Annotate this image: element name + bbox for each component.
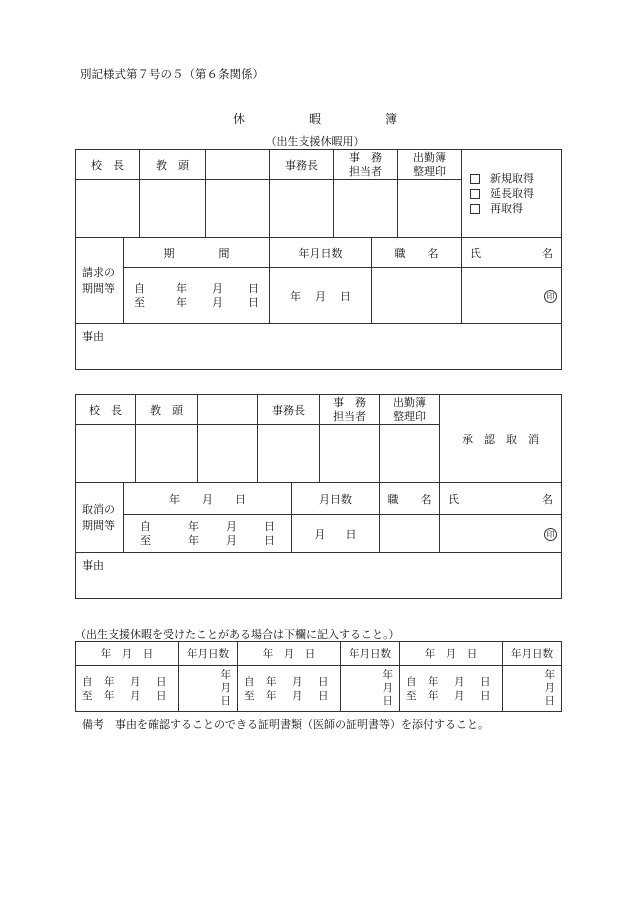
- day-label: 日: [340, 289, 351, 303]
- cancel-header-principal: 校 長: [76, 395, 136, 425]
- month-label: 月: [454, 689, 465, 702]
- cancel-col-name-2: 名: [542, 492, 553, 506]
- header-office-chief: 事務長: [270, 150, 334, 180]
- year-label: 年: [428, 675, 439, 688]
- seal-vice-principal[interactable]: [140, 180, 206, 238]
- header-principal: 校 長: [76, 150, 140, 180]
- year-label: 年: [544, 669, 555, 681]
- col-period-header: 期 間: [124, 238, 270, 268]
- history-days-header-2: 年月日数: [341, 642, 400, 666]
- seal-blank[interactable]: [206, 180, 270, 238]
- history-days-value-3[interactable]: [503, 666, 562, 712]
- year-label: 年: [176, 295, 187, 309]
- option-extend[interactable]: [462, 186, 561, 201]
- seal-mark-icon: 印: [544, 290, 557, 303]
- option-retake-label: 再取得: [490, 202, 523, 215]
- day-label: 日: [156, 675, 167, 688]
- history-date-header-3: 年 月 日: [400, 642, 503, 666]
- reason-label: 事由: [82, 330, 104, 343]
- month-label: 月: [292, 675, 303, 688]
- to-label: 至: [134, 295, 145, 309]
- col-job-header: 職 名: [372, 238, 462, 268]
- month-label: 月: [212, 281, 223, 295]
- month-label: 月: [130, 675, 141, 688]
- subtitle: （出生支援休暇用）: [265, 135, 365, 148]
- cancel-seal-attendance[interactable]: [380, 425, 440, 483]
- day-label: 日: [248, 281, 259, 295]
- cancel-header-vice-principal: 教 頭: [136, 395, 198, 425]
- from-label: 自: [82, 675, 93, 688]
- form-id: 別記様式第７号の５（第６条関係）: [80, 67, 264, 81]
- cancel-job-value[interactable]: [380, 515, 440, 553]
- month-label: 月: [382, 682, 393, 694]
- cancel-name-value[interactable]: [440, 515, 562, 553]
- month-label: 月: [454, 675, 465, 688]
- cancel-header-office-chief: 事務長: [258, 395, 320, 425]
- col-name-2: 名: [542, 246, 553, 260]
- day-label: 日: [382, 695, 393, 707]
- day-label: 日: [318, 689, 329, 702]
- day-label: 日: [480, 675, 491, 688]
- request-form-table: [75, 149, 562, 370]
- cancel-header-attendance-line1: 出勤簿: [393, 395, 426, 409]
- month-label: 月: [315, 289, 326, 303]
- to-label: 至: [140, 533, 151, 547]
- request-reason[interactable]: [76, 324, 562, 370]
- col-name-1: 氏: [470, 246, 481, 260]
- option-new[interactable]: [462, 171, 561, 186]
- title-char-1: 休: [232, 112, 245, 126]
- year-label: 年: [290, 289, 301, 303]
- from-label: 自: [244, 675, 255, 688]
- cancel-seal-office-chief[interactable]: [258, 425, 320, 483]
- request-days-value[interactable]: [270, 268, 372, 324]
- cancel-header-clerk-line1: 事 務: [333, 395, 366, 409]
- day-label: 日: [220, 695, 231, 707]
- seal-office-chief[interactable]: [270, 180, 334, 238]
- cancel-col-days-header: 月日数: [292, 483, 380, 515]
- month-label: 月: [292, 689, 303, 702]
- header-vice-principal: 教 頭: [140, 150, 206, 180]
- checkbox-icon[interactable]: [470, 204, 480, 214]
- cancel-header-clerk-line2: 担当者: [333, 409, 366, 423]
- day-label: 日: [318, 675, 329, 688]
- month-label: 月: [226, 533, 237, 547]
- to-label: 至: [406, 689, 417, 702]
- cancel-col-name-header: [440, 483, 562, 515]
- approval-cancel-label: 承 認 取 消: [440, 395, 562, 483]
- history-date-value-1[interactable]: [76, 666, 179, 712]
- history-table: [75, 641, 562, 712]
- month-label: 月: [226, 519, 237, 533]
- day-label: 日: [480, 689, 491, 702]
- header-attendance-line1: 出勤簿: [413, 150, 446, 164]
- option-extend-label: 延長取得: [490, 187, 534, 200]
- year-label: 年: [176, 281, 187, 295]
- request-period-label-1: 請求の: [82, 265, 115, 279]
- history-days-value-1[interactable]: [179, 666, 238, 712]
- month-label: 月: [544, 682, 555, 694]
- request-period-label-2: 期間等: [82, 281, 115, 295]
- acquisition-type-options: [462, 150, 562, 238]
- year-label: 年: [104, 689, 115, 702]
- cancel-header-attendance-seal: [380, 395, 440, 425]
- year-label: 年: [188, 533, 199, 547]
- seal-clerk[interactable]: [334, 180, 398, 238]
- header-attendance-seal: [398, 150, 462, 180]
- cancel-reason[interactable]: [76, 553, 562, 599]
- cancel-period-label: [76, 483, 124, 553]
- cancel-seal-blank[interactable]: [198, 425, 258, 483]
- request-name-value[interactable]: [462, 268, 562, 324]
- request-period-label: [76, 238, 124, 324]
- cancel-header-attendance-line2: 整理印: [393, 409, 426, 423]
- year-label: 年: [188, 519, 199, 533]
- year-label: 年: [428, 689, 439, 702]
- title-char-2: 暇: [308, 112, 321, 126]
- checkbox-icon[interactable]: [470, 174, 480, 184]
- cancel-header-blank: [198, 395, 258, 425]
- cancel-seal-clerk[interactable]: [320, 425, 380, 483]
- header-blank: [206, 150, 270, 180]
- from-label: 自: [134, 281, 145, 295]
- seal-attendance[interactable]: [398, 180, 462, 238]
- cancel-days-value[interactable]: [292, 515, 380, 553]
- cancel-col-name-1: 氏: [448, 492, 459, 506]
- history-days-header-3: 年月日数: [503, 642, 562, 666]
- header-attendance-line2: 整理印: [413, 164, 446, 178]
- title-char-3: 簿: [385, 112, 398, 126]
- cancel-period-label-2: 期間等: [82, 518, 115, 532]
- history-note: （出生支援休暇を受けたことがある場合は下欄に記入すること。）: [75, 628, 400, 641]
- checkbox-icon[interactable]: [470, 189, 480, 199]
- year-label: 年: [104, 675, 115, 688]
- col-name-header: [462, 238, 562, 268]
- cancel-col-date-header: 年 月 日: [124, 483, 292, 515]
- to-label: 至: [244, 689, 255, 702]
- year-label: 年: [266, 689, 277, 702]
- request-job-value[interactable]: [372, 268, 462, 324]
- request-period-value[interactable]: [124, 268, 270, 324]
- history-days-value-2[interactable]: [341, 666, 400, 712]
- cancel-col-job-header: 職 名: [380, 483, 440, 515]
- cancel-reason-label: 事由: [82, 559, 104, 572]
- day-label: 日: [248, 295, 259, 309]
- to-label: 至: [82, 689, 93, 702]
- month-label: 月: [212, 295, 223, 309]
- cancel-period-label-1: 取消の: [82, 502, 115, 516]
- page-title: [0, 110, 630, 127]
- cancel-form-table: [75, 394, 562, 599]
- seal-mark-icon: 印: [544, 528, 557, 541]
- year-label: 年: [266, 675, 277, 688]
- day-label: 日: [544, 695, 555, 707]
- history-date-header-1: 年 月 日: [76, 642, 179, 666]
- option-retake[interactable]: [462, 201, 561, 216]
- day-label: 日: [264, 533, 275, 547]
- seal-principal[interactable]: [76, 180, 140, 238]
- month-label: 月: [220, 682, 231, 694]
- year-label: 年: [382, 669, 393, 681]
- history-date-value-3[interactable]: [400, 666, 503, 712]
- day-label: 日: [345, 527, 357, 541]
- day-label: 日: [264, 519, 275, 533]
- header-clerk-line2: 担当者: [349, 164, 382, 178]
- header-clerk: [334, 150, 398, 180]
- cancel-seal-principal[interactable]: [76, 425, 136, 483]
- month-label: 月: [314, 527, 326, 541]
- cancel-period-value[interactable]: [124, 515, 292, 553]
- history-date-value-2[interactable]: [238, 666, 341, 712]
- day-label: 日: [156, 689, 167, 702]
- history-days-header-1: 年月日数: [179, 642, 238, 666]
- header-clerk-line1: 事 務: [349, 150, 382, 164]
- remarks: 備考 事由を確認することのできる証明書類（医師の証明書等）を添付すること。: [82, 718, 489, 731]
- cancel-header-clerk: [320, 395, 380, 425]
- year-label: 年: [220, 669, 231, 681]
- option-new-label: 新規取得: [490, 172, 534, 185]
- from-label: 自: [140, 519, 151, 533]
- cancel-seal-vice-principal[interactable]: [136, 425, 198, 483]
- from-label: 自: [406, 675, 417, 688]
- month-label: 月: [130, 689, 141, 702]
- history-date-header-2: 年 月 日: [238, 642, 341, 666]
- col-days-header: 年月日数: [270, 238, 372, 268]
